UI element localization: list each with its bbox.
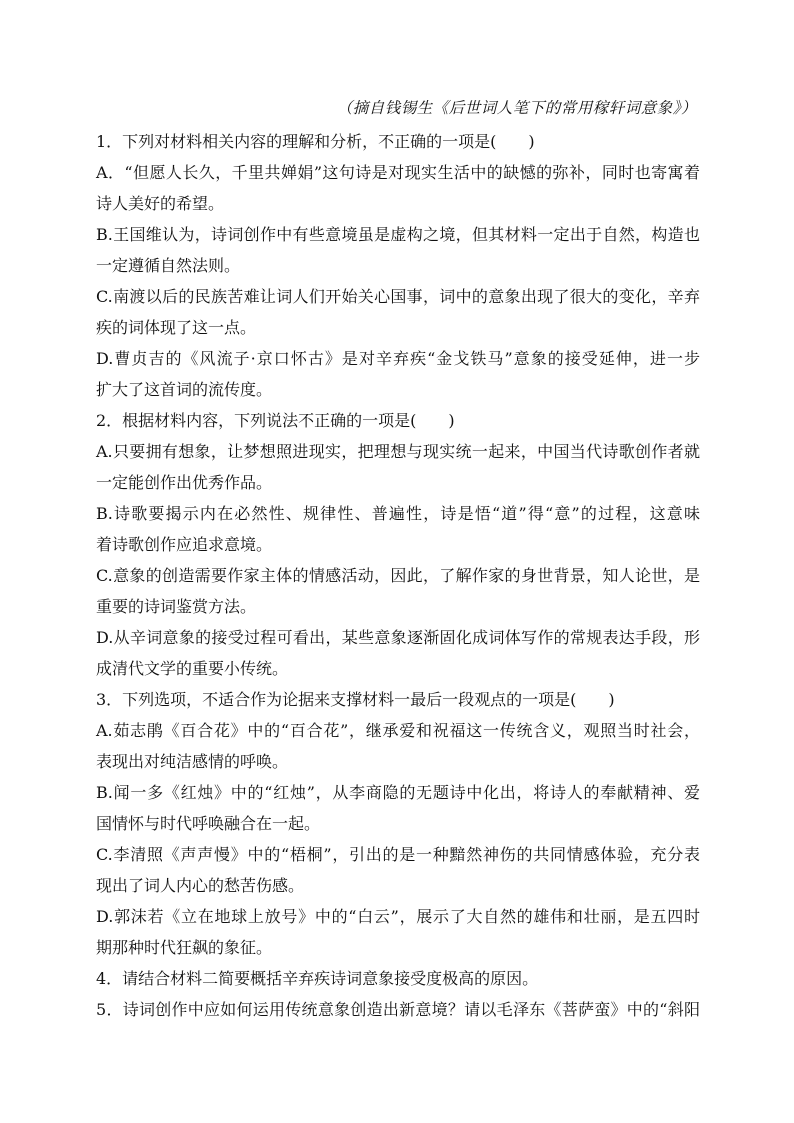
question-list [96, 126, 700, 1025]
question-1-option-a-line-1: A．“但愿人长久，千里共婵娟”这句诗是对现实生活中的缺憾的弥补，同时也寄寓着 [96, 163, 700, 182]
question-1-option-b-line-2: 一定遵循自然法则。 [96, 256, 241, 275]
question-2-option-b-line-1: B.诗歌要揭示内在必然性、规律性、普遍性，诗是悟“道”得“意”的过程，这意味 [96, 504, 700, 523]
question-4-stem: 4．请结合材料二简要概括辛弃疾诗词意象接受度极高的原因。 [96, 969, 539, 988]
question-2-option-b-line-2: 着诗歌创作应追求意境。 [96, 535, 273, 554]
question-1-option-d-line-2: 扩大了这首词的流传度。 [96, 380, 273, 399]
question-2-option-c-line-1: C.意象的创造需要作家主体的情感活动，因此，了解作家的身世背景，知人论世，是 [96, 566, 700, 585]
question-1-stem: 1．下列对材料相关内容的理解和分析，不正确的一项是( ) [96, 132, 535, 151]
question-3-option-a-line-1: A.茹志鹃《百合花》中的“百合花”，继承爱和祝福这一传统含义，观照当时社会， [96, 721, 700, 740]
source-citation: （摘自钱锡生《后世词人笔下的常用稼轩词意象》） [336, 99, 697, 117]
question-3-option-d-line-1: D.郭沫若《立在地球上放号》中的“白云”，展示了大自然的雄伟和壮丽，是五四时 [96, 907, 700, 926]
question-3-option-b-line-1: B.闻一多《红烛》中的“红烛”，从李商隐的无题诗中化出，将诗人的奉献精神、爱 [96, 783, 700, 802]
question-2-option-d-line-1: D.从辛词意象的接受过程可看出，某些意象逐渐固化成词体写作的常规表达手段，形 [96, 628, 700, 647]
question-2-option-d-line-2: 成清代文学的重要小传统。 [96, 659, 289, 678]
question-3-option-c-line-1: C.李清照《声声慢》中的“梧桐”，引出的是一种黯然神伤的共同情感体验，充分表 [96, 845, 700, 864]
question-3-option-c-line-2: 现出了词人内心的愁苦伤感。 [96, 876, 305, 895]
question-1-option-c-line-1: C.南渡以后的民族苦难让词人们开始关心国事，词中的意象出现了很大的变化，辛弃 [96, 287, 700, 306]
question-3-option-a-line-2: 表现出对纯洁感情的呼唤。 [96, 752, 289, 771]
question-1-option-c-line-2: 疾的词体现了这一点。 [96, 318, 257, 337]
question-3-option-b-line-2: 国情怀与时代呼唤融合在一起。 [96, 814, 321, 833]
question-2-option-a-line-2: 一定能创作出优秀作品。 [96, 473, 273, 492]
question-5-stem: 5．诗词创作中应如何运用传统意象创造出新意境？请以毛泽东《菩萨蛮》中的“斜阳 [96, 1000, 700, 1019]
question-3-option-d-line-2: 期那种时代狂飙的象征。 [96, 938, 273, 957]
question-2-option-c-line-2: 重要的诗词鉴赏方法。 [96, 597, 257, 616]
question-2-option-a-line-1: A.只要拥有想象，让梦想照进现实，把理想与现实统一起来，中国当代诗歌创作者就 [96, 442, 700, 461]
question-1-option-d-line-1: D.曹贞吉的《风流子·京口怀古》是对辛弃疾“金戈铁马”意象的接受延伸，进一步 [96, 349, 700, 368]
question-1-option-a-line-2: 诗人美好的希望。 [96, 194, 225, 213]
question-1-option-b-line-1: B.王国维认为，诗词创作中有些意境虽是虚构之境，但其材料一定出于自然，构造也 [96, 225, 700, 244]
question-3-stem: 3．下列选项，不适合作为论据来支撑材料一最后一段观点的一项是( ) [96, 690, 615, 709]
question-2-stem: 2．根据材料内容，下列说法不正确的一项是( ) [96, 411, 455, 430]
